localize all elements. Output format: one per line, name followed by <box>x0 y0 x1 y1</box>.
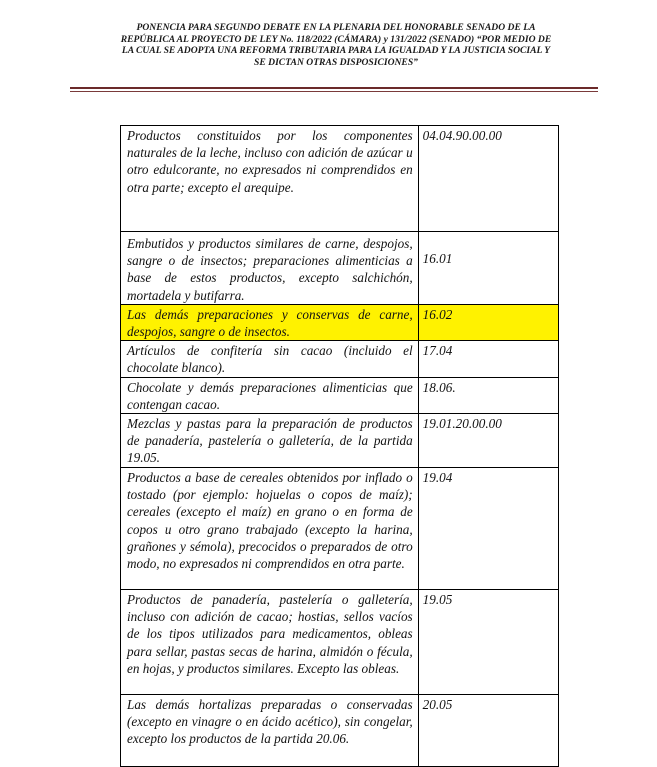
table-row-highlighted <box>121 304 559 340</box>
header-line-1: PONENCIA PARA SEGUNDO DEBATE EN LA PLENARIA DEL HONORABLE SENADO DE LA <box>136 22 536 33</box>
table-row <box>121 468 559 590</box>
description-cell: Productos constituidos por los componentes naturales de la leche, incluso con adición de azúcar u otro edulcorante, no expresados ni comprendidos en otra parte; excepto el arequipe. <box>121 126 419 232</box>
table-row <box>121 341 559 377</box>
description-cell: Artículos de confitería sin cacao (incluido el chocolate blanco). <box>121 341 419 377</box>
header-rule <box>70 87 598 89</box>
code-cell: 19.01.20.00.00 <box>418 414 558 468</box>
code-cell: 16.01 <box>418 232 558 305</box>
header-line-3: LA CUAL SE ADOPTA UNA REFORMA TRIBUTARIA PARA LA IGUALDAD Y LA JUSTICIA SOCIAL Y <box>121 45 551 56</box>
code-cell: 16.02 <box>418 304 558 340</box>
header-rule-thin <box>70 91 598 92</box>
document-header <box>70 22 602 68</box>
description-cell: Embutidos y productos similares de carne, despojos, sangre o de insectos; preparaciones alimenticias a base de estos productos, excepto salchichón, mortadela y butifarra. <box>121 232 419 305</box>
table-row <box>121 590 559 695</box>
code-cell: 20.05 <box>418 695 558 767</box>
code-cell: 17.04 <box>418 341 558 377</box>
description-cell: Las demás hortalizas preparadas o conservadas (excepto en vinagre o en ácido acético), sin congelar, excepto los productos de la partida 20.06. <box>121 695 419 767</box>
description-cell: Mezclas y pastas para la preparación de productos de panadería, pastelería o galletería, de la partida 19.05. <box>121 414 419 468</box>
code-cell: 18.06. <box>418 377 558 413</box>
description-cell: Las demás preparaciones y conservas de carne, despojos, sangre o de insectos. <box>121 304 419 340</box>
table-row <box>121 695 559 767</box>
table-row <box>121 232 559 305</box>
description-cell: Chocolate y demás preparaciones alimenticias que contengan cacao. <box>121 377 419 413</box>
table-row <box>121 126 559 232</box>
header-line-4: SE DICTAN OTRAS DISPOSICIONES” <box>254 56 418 68</box>
code-cell: 19.05 <box>418 590 558 695</box>
tariff-table <box>120 125 559 767</box>
header-line-2: REPÚBLICA AL PROYECTO DE LEY No. 118/2022 (CÁMARA) y 131/2022 (SENADO) “POR MEDIO DE <box>120 33 552 45</box>
description-cell: Productos a base de cereales obtenidos por inflado o tostado (por ejemplo: hojuelas o copos de maíz); cereales (excepto el maíz) en grano o en forma de copos u otro grano trabajado (excepto la harina, grañones y sémola), precocidos o preparados de otro modo, no expresados ni comprendidos en otra parte. <box>121 468 419 590</box>
code-cell: 19.04 <box>418 468 558 590</box>
table-row <box>121 414 559 468</box>
table-row <box>121 377 559 413</box>
description-cell: Productos de panadería, pastelería o galletería, incluso con adición de cacao; hostias, sellos vacíos de los tipos utilizados para medicamentos, obleas para sellar, pastas secas de harina, almidón o fécula, en hojas, y productos similares. Excepto las obleas. <box>121 590 419 695</box>
code-cell: 04.04.90.00.00 <box>418 126 558 232</box>
